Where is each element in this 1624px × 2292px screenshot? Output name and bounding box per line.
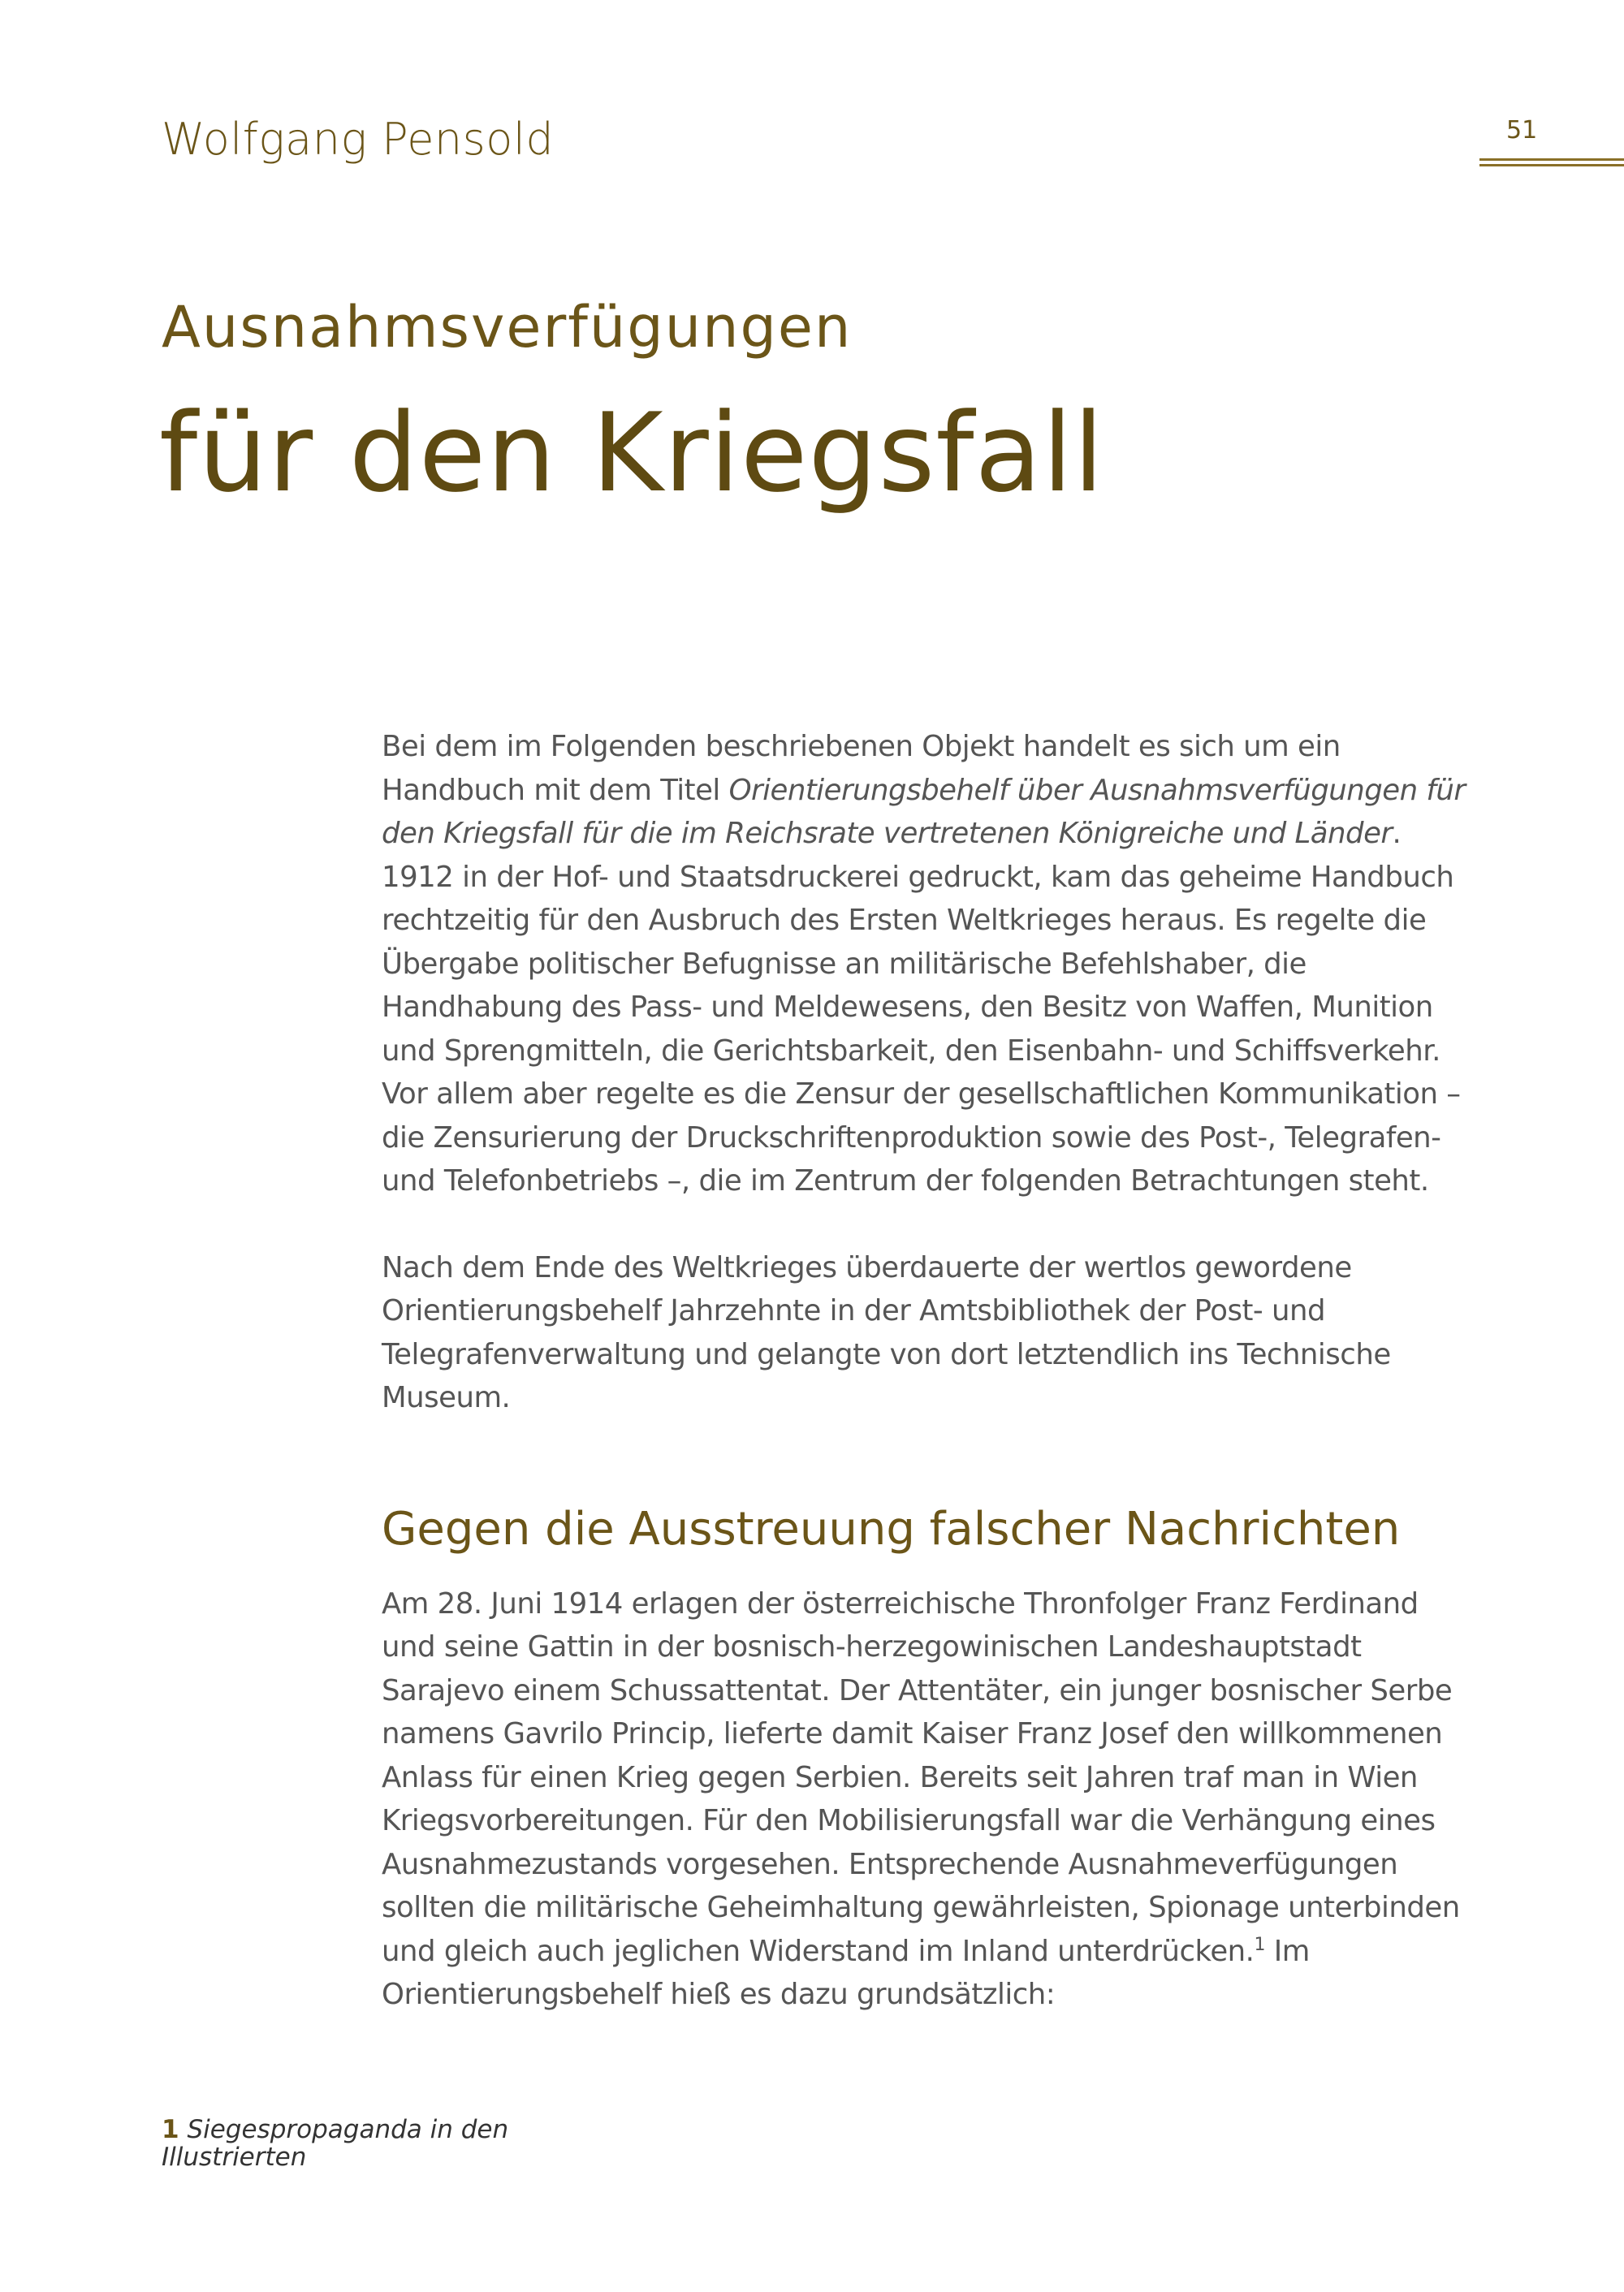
section-heading: Gegen die Ausstreuung falscher Nachrichten	[382, 1502, 1401, 1556]
caption-number: 1	[162, 2115, 179, 2144]
section-paragraph-1-lead: Am 28. Juni 1914 erlagen der österreichische Thronfolger Franz Ferdinand und seine Gattin in der bosnisch-herzegowinischen Landeshauptstadt Sarajevo einem Schussattentat. Der Attentäter, ein junger bosnischer Serbe namens Gavrilo Princip, lieferte damit Kaiser Franz Josef den willkommenen Anlass für einen Krieg gegen Serbien. Bereits seit Jahren traf man in Wien Kriegsvorbereitungen. Für den Mobilisierungsfall war die Verhängung eines Ausnahmezustands vorgesehen. Entsprechende Ausnahmeverfügungen sollten die militärische Geheimhaltung gewährleisten, Spionage unterbinden und gleich auch jeglichen Widerstand im Inland unterdrücken.	[382, 1586, 1460, 1968]
header-rule-top	[1479, 158, 1624, 161]
intro-paragraph-1	[382, 725, 1470, 1203]
section-paragraph-1-rest: Im Orientierungsbehelf hieß es dazu grundsätzlich:	[382, 1934, 1310, 2011]
intro-paragraph-1-lead: Bei dem im Folgenden beschriebenen Objekt handelt es sich um ein Handbuch mit dem Titel	[382, 730, 1341, 807]
author-name: Wolfgang Pensold	[162, 114, 555, 165]
article-title: für den Kriegsfall	[159, 390, 1105, 516]
header-rule-bottom	[1479, 164, 1624, 166]
article-subtitle: Ausnahmsverfügungen	[162, 294, 853, 360]
book-title: Orientierungsbehelf über Ausnahmsverfügungen für den Kriegsfall für die im Reichsrate vertretenen Königreiche und Länder	[382, 773, 1466, 850]
body-column	[382, 725, 1470, 2017]
page-number: 51	[1506, 116, 1538, 145]
figure-caption	[162, 2116, 568, 2171]
footnote-reference[interactable]: 1	[1254, 1934, 1265, 1955]
caption-text: Siegespropaganda in den Illustrierten	[162, 2115, 509, 2172]
section-paragraph-1	[382, 1582, 1470, 2017]
intro-paragraph-1-rest: . 1912 in der Hof- und Staatsdruckerei gedruckt, kam das geheime Handbuch rechtzeitig für den Ausbruch des Ersten Weltkrieges heraus. Es regelte die Übergabe politischer Befugnisse an militärische Befehlshaber, die Handhabung des Pass- und Meldewesens, den Besitz von Waffen, Munition und Sprengmitteln, die Gerichtsbarkeit, den Eisenbahn- und Schiffsverkehr. Vor allem aber regelte es die Zensur der gesellschaftlichen Kommunikation – die Zensurierung der Druckschriftenproduktion sowie des Post-, Telegrafen- und Telefonbetriebs –, die im Zentrum der folgenden Betrachtungen steht.	[382, 817, 1461, 1198]
intro-paragraph-2: Nach dem Ende des Weltkrieges überdauerte der wertlos gewordene Orientierungsbehelf Jahrzehnte in der Amtsbibliothek der Post- und Telegrafenverwaltung und gelangte von dort letztendlich ins Technische Museum.	[382, 1250, 1391, 1414]
